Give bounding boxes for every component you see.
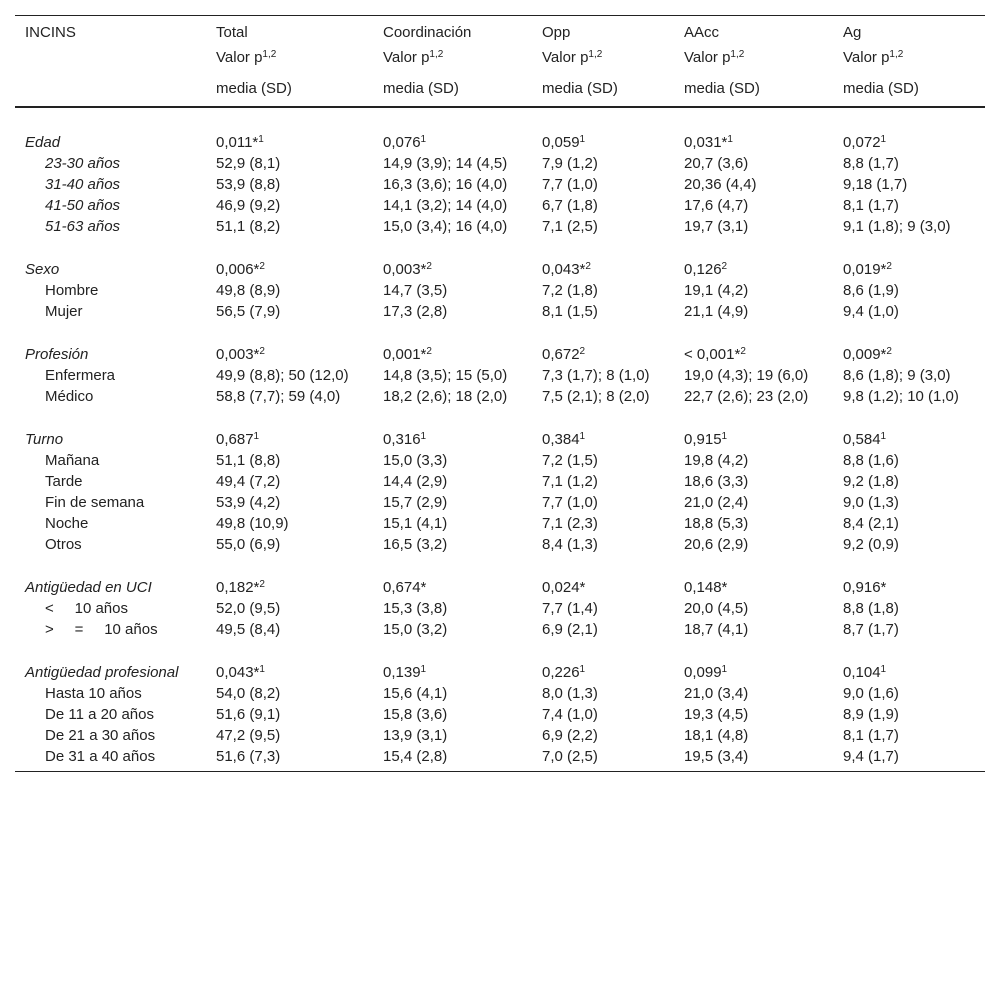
header-cell-empty [15,78,206,107]
row-label: Médico [45,388,94,405]
table-cell: 49,8 (10,9) [216,515,289,532]
header-pvalue-label: Valor $p^{1,2}$ [684,49,745,66]
results-table-container [15,15,985,772]
table-cell: 18,6 (3,3) [684,473,749,490]
table-row [15,513,985,534]
row-label: Fin de semana [45,494,145,511]
table-cell: 8,8 (1,6) [843,452,899,469]
table-cell: 15,1 (4,1) [383,515,448,532]
pvalue-footnote: 2 [259,261,265,272]
group-gap-row [15,407,985,429]
header-row-mean [15,78,985,107]
group-pvalue: 0,226$^1$ [542,664,586,681]
table-cell: 7,2 (1,5) [542,452,598,469]
row-label: De 31 a 40 años [15,746,206,772]
pvalue-footnote: 1 [721,664,728,675]
table-row [15,683,985,704]
results-table-body [15,16,985,772]
table-cell: 15,6 (4,1) [383,685,448,702]
table-row [15,725,985,746]
group-pvalue: 0,916* [843,579,887,596]
group-gap-row [15,322,985,344]
table-cell: 6,9 (2,2) [542,727,598,744]
group-pvalue: 0,104$^1$ [843,664,887,681]
pvalue-footnote: 1 [420,134,427,145]
table-cell: 8,6 (1,9) [843,282,899,299]
header-row-titles [15,16,985,48]
table-cell: 21,0 (2,4) [684,494,749,511]
header-pvalue-footnote: 1,2 [730,49,745,60]
pvalue-footnote: 2 [721,261,728,272]
table-cell: 19,8 (4,2) [684,452,749,469]
row-label: Mañana [45,452,100,469]
table-row [15,492,985,513]
table-cell: 8,9 (1,9) [843,706,899,723]
header-cell-empty [15,47,206,78]
group-label: Edad [25,134,61,151]
table-cell: 16,5 (3,2) [383,536,448,553]
group-pvalue: 0,059$^1$ [542,134,586,151]
table-cell: 49,5 (8,4) [216,621,281,638]
table-cell: 58,8 (7,7); 59 (4,0) [216,388,341,405]
table-cell: 15,3 (3,8) [383,600,448,617]
table-cell: 46,9 (9,2) [216,197,281,214]
table-cell: 22,7 (2,6); 23 (2,0) [684,388,809,405]
table-cell: 7,5 (2,1); 8 (2,0) [542,388,650,405]
group-pvalue: 0,139$^1$ [383,664,427,681]
table-cell: 8,8 (1,8) [843,600,899,617]
group-pvalue: 0,001*$^2$ [383,346,432,363]
table-cell: 49,4 (7,2) [216,473,281,490]
table-cell: 14,1 (3,2); 14 (4,0) [383,197,508,214]
pvalue-footnote: 1 [880,664,887,675]
table-cell: 47,2 (9,5) [216,727,281,744]
group-pvalue: 0,915$^1$ [684,431,728,448]
table-cell: 19,7 (3,1) [684,218,749,235]
table-row [15,704,985,725]
table-cell: 18,1 (4,8) [684,727,749,744]
pvalue-footnote: 1 [721,431,728,442]
table-cell: 14,9 (3,9); 14 (4,5) [383,155,508,172]
group-pvalue: 0,672$^2$ [542,346,586,363]
table-cell: 15,0 (3,2) [383,621,448,638]
pvalue-footnote: 2 [886,261,892,272]
header-cell: Ag [833,16,985,48]
table-cell: 9,2 (1,8) [843,473,899,490]
table-cell: 19,5 (3,4) [674,746,833,772]
spacer-row [15,107,985,132]
group-pvalue: 0,384$^1$ [542,431,586,448]
group-pvalue: 0,182*$^2$ [216,579,265,596]
header-cell: Coordinación [373,16,532,48]
group-header-row [15,259,985,280]
table-cell: 8,1 (1,7) [843,727,899,744]
group-label: Antigüedad en UCI [25,579,152,596]
header-mean-label: media (SD) [206,78,373,107]
table-cell: 9,1 (1,8); 9 (3,0) [843,218,951,235]
group-pvalue: 0,003*$^2$ [383,261,432,278]
table-cell: 7,0 (2,5) [532,746,674,772]
group-label: Turno [25,431,64,448]
table-cell: 20,6 (2,9) [684,536,749,553]
table-cell: 7,2 (1,8) [542,282,598,299]
table-cell: 8,7 (1,7) [843,621,899,638]
header-cell: AAcc [674,16,833,48]
group-pvalue: 0,076$^1$ [383,134,427,151]
pvalue-footnote: 1 [579,134,586,145]
table-row [15,619,985,640]
pvalue-footnote: 1 [727,134,733,145]
group-pvalue: 0,031*$^1$ [684,134,733,151]
header-pvalue-label: Valor $p^{1,2}$ [542,49,603,66]
header-cell: Total [206,16,373,48]
table-cell: 20,7 (3,6) [684,155,749,172]
group-gap-row [15,237,985,259]
header-row-pvalue [15,47,985,78]
row-label: Hombre [45,282,99,299]
table-row [15,534,985,555]
table-row [15,216,985,237]
row-label: 23-30 años [45,155,121,172]
table-row [15,365,985,386]
table-cell: 18,7 (4,1) [684,621,749,638]
pvalue-footnote: 2 [886,346,892,357]
group-pvalue: 0,126$^2$ [684,261,728,278]
header-pvalue-label: Valor $p^{1,2}$ [216,49,277,66]
table-cell: 7,3 (1,7); 8 (1,0) [542,367,650,384]
group-label: Profesión [25,346,89,363]
group-pvalue: 0,099$^1$ [684,664,728,681]
table-cell: 9,4 (1,7) [833,746,985,772]
table-cell: 19,3 (4,5) [684,706,749,723]
row-label: Enfermera [45,367,116,384]
table-cell: 9,0 (1,3) [843,494,899,511]
table-cell: 18,8 (5,3) [684,515,749,532]
pvalue-footnote: 1 [579,431,586,442]
table-cell: 15,7 (2,9) [383,494,448,511]
pvalue-footnote: 1 [253,431,260,442]
table-cell: 8,1 (1,5) [542,303,598,320]
table-cell: 8,4 (2,1) [843,515,899,532]
row-label: 41-50 años [45,197,121,214]
table-cell: 52,0 (9,5) [216,600,281,617]
table-cell: 7,1 (2,3) [542,515,598,532]
table-cell: 54,0 (8,2) [216,685,281,702]
table-cell: 14,4 (2,9) [383,473,448,490]
table-cell: 13,9 (3,1) [383,727,448,744]
table-cell: 15,0 (3,3) [383,452,448,469]
table-cell: 17,3 (2,8) [383,303,448,320]
group-header-row [15,429,985,450]
row-label: > = 10 años [45,621,158,638]
table-cell: 8,1 (1,7) [843,197,899,214]
pvalue-footnote: 2 [579,346,586,357]
header-mean-label: media (SD) [373,78,532,107]
table-cell: 53,9 (8,8) [216,176,281,193]
header-mean-label: media (SD) [532,78,674,107]
row-label: De 11 a 20 años [45,706,154,723]
pvalue-footnote: 1 [880,134,887,145]
table-cell: 18,2 (2,6); 18 (2,0) [383,388,508,405]
table-cell: 19,1 (4,2) [684,282,749,299]
row-label: Mujer [45,303,83,320]
pvalue-footnote: 2 [740,346,746,357]
group-gap-row [15,640,985,662]
table-cell: 7,7 (1,0) [542,176,598,193]
group-pvalue: 0,024* [542,579,586,596]
table-cell: 7,7 (1,0) [542,494,598,511]
pvalue-footnote: 2 [259,346,265,357]
header-mean-label: media (SD) [674,78,833,107]
pvalue-footnote: 1 [258,134,264,145]
group-pvalue: 0,043*$^1$ [216,664,265,681]
table-cell: 15,8 (3,6) [383,706,448,723]
table-cell: 21,1 (4,9) [684,303,749,320]
table-cell: 51,1 (8,2) [216,218,281,235]
table-cell: 20,36 (4,4) [684,176,757,193]
table-cell: 7,4 (1,0) [542,706,598,723]
header-pvalue-label: Valor $p^{1,2}$ [843,49,904,66]
table-cell: 7,9 (1,2) [542,155,598,172]
table-cell: 16,3 (3,6); 16 (4,0) [383,176,508,193]
table-cell: 7,7 (1,4) [542,600,598,617]
pvalue-footnote: 1 [420,431,427,442]
table-cell: 51,1 (8,8) [216,452,281,469]
row-label: 31-40 años [45,176,121,193]
table-cell: 9,8 (1,2); 10 (1,0) [843,388,959,405]
row-label: < 10 años [45,600,128,617]
table-row [15,471,985,492]
group-header-row [15,662,985,683]
group-pvalue: 0,011*$^1$ [216,134,264,151]
row-label: 51-63 años [45,218,121,235]
header-pvalue-footnote: 1,2 [262,49,277,60]
table-cell: 8,8 (1,7) [843,155,899,172]
pvalue-footnote: 2 [426,261,432,272]
table-cell: 6,7 (1,8) [542,197,598,214]
group-pvalue: 0,316$^1$ [383,431,427,448]
table-cell: 9,4 (1,0) [843,303,899,320]
row-label: Tarde [45,473,83,490]
pvalue-footnote: 1 [420,664,427,675]
table-cell: 53,9 (4,2) [216,494,281,511]
group-pvalue: 0,009*$^2$ [843,346,892,363]
table-cell: 55,0 (6,9) [216,536,281,553]
table-cell: 52,9 (8,1) [216,155,281,172]
table-cell: 20,0 (4,5) [684,600,749,617]
row-label: Hasta 10 años [45,685,142,702]
table-cell: 51,6 (9,1) [216,706,281,723]
table-cell: 19,0 (4,3); 19 (6,0) [684,367,809,384]
pvalue-footnote: 2 [259,579,265,590]
header-pvalue-label: Valor $p^{1,2}$ [383,49,444,66]
table-cell: 9,2 (0,9) [843,536,899,553]
table-row [15,280,985,301]
group-header-row [15,577,985,598]
table-row [15,301,985,322]
table-cell: 17,6 (4,7) [684,197,749,214]
pvalue-footnote: 2 [426,346,432,357]
table-cell: 51,6 (7,3) [206,746,373,772]
table-row [15,746,985,772]
group-header-row [15,132,985,153]
group-pvalue: 0,674* [383,579,427,596]
table-cell: 9,18 (1,7) [843,176,908,193]
table-cell: 14,8 (3,5); 15 (5,0) [383,367,508,384]
group-pvalue: 0,003*$^2$ [216,346,265,363]
table-cell: 49,8 (8,9) [216,282,281,299]
header-mean-label: media (SD) [833,78,985,107]
group-pvalue: 0,072$^1$ [843,134,887,151]
table-row [15,153,985,174]
table-row [15,450,985,471]
table-row [15,195,985,216]
row-label: De 21 a 30 años [45,727,156,744]
table-cell: 8,4 (1,3) [542,536,598,553]
group-gap-row [15,555,985,577]
header-cell: INCINS [15,16,206,48]
header-pvalue-footnote: 1,2 [889,49,904,60]
table-cell: 6,9 (2,1) [542,621,598,638]
header-pvalue-footnote: 1,2 [588,49,603,60]
table-cell: 21,0 (3,4) [684,685,749,702]
pvalue-footnote: 2 [585,261,591,272]
group-pvalue: 0,043*$^2$ [542,261,591,278]
table-cell: 8,6 (1,8); 9 (3,0) [843,367,951,384]
group-pvalue: < 0,001*$^2$ [684,346,746,363]
table-cell: 7,1 (2,5) [542,218,598,235]
table-cell: 8,0 (1,3) [542,685,598,702]
group-pvalue: 0,019*$^2$ [843,261,892,278]
table-cell: 15,0 (3,4); 16 (4,0) [383,218,508,235]
table-row [15,174,985,195]
group-pvalue: 0,006*$^2$ [216,261,265,278]
table-cell: 9,0 (1,6) [843,685,899,702]
group-header-row [15,344,985,365]
table-cell: 56,5 (7,9) [216,303,281,320]
table-row [15,386,985,407]
group-pvalue: 0,584$^1$ [843,431,887,448]
header-pvalue-footnote: 1,2 [429,49,444,60]
table-cell: 7,1 (1,2) [542,473,598,490]
group-pvalue: 0,148* [684,579,728,596]
pvalue-footnote: 1 [259,664,265,675]
header-cell: Opp [532,16,674,48]
row-label: Otros [45,536,82,553]
table-cell: 15,4 (2,8) [373,746,532,772]
pvalue-footnote: 1 [579,664,586,675]
results-table [15,15,985,772]
group-pvalue: 0,687$^1$ [216,431,260,448]
group-label: Antigüedad profesional [25,664,179,681]
table-cell: 49,9 (8,8); 50 (12,0) [216,367,349,384]
pvalue-footnote: 1 [880,431,887,442]
table-cell: 14,7 (3,5) [383,282,448,299]
row-label: Noche [45,515,89,532]
group-label: Sexo [25,261,60,278]
table-row [15,598,985,619]
